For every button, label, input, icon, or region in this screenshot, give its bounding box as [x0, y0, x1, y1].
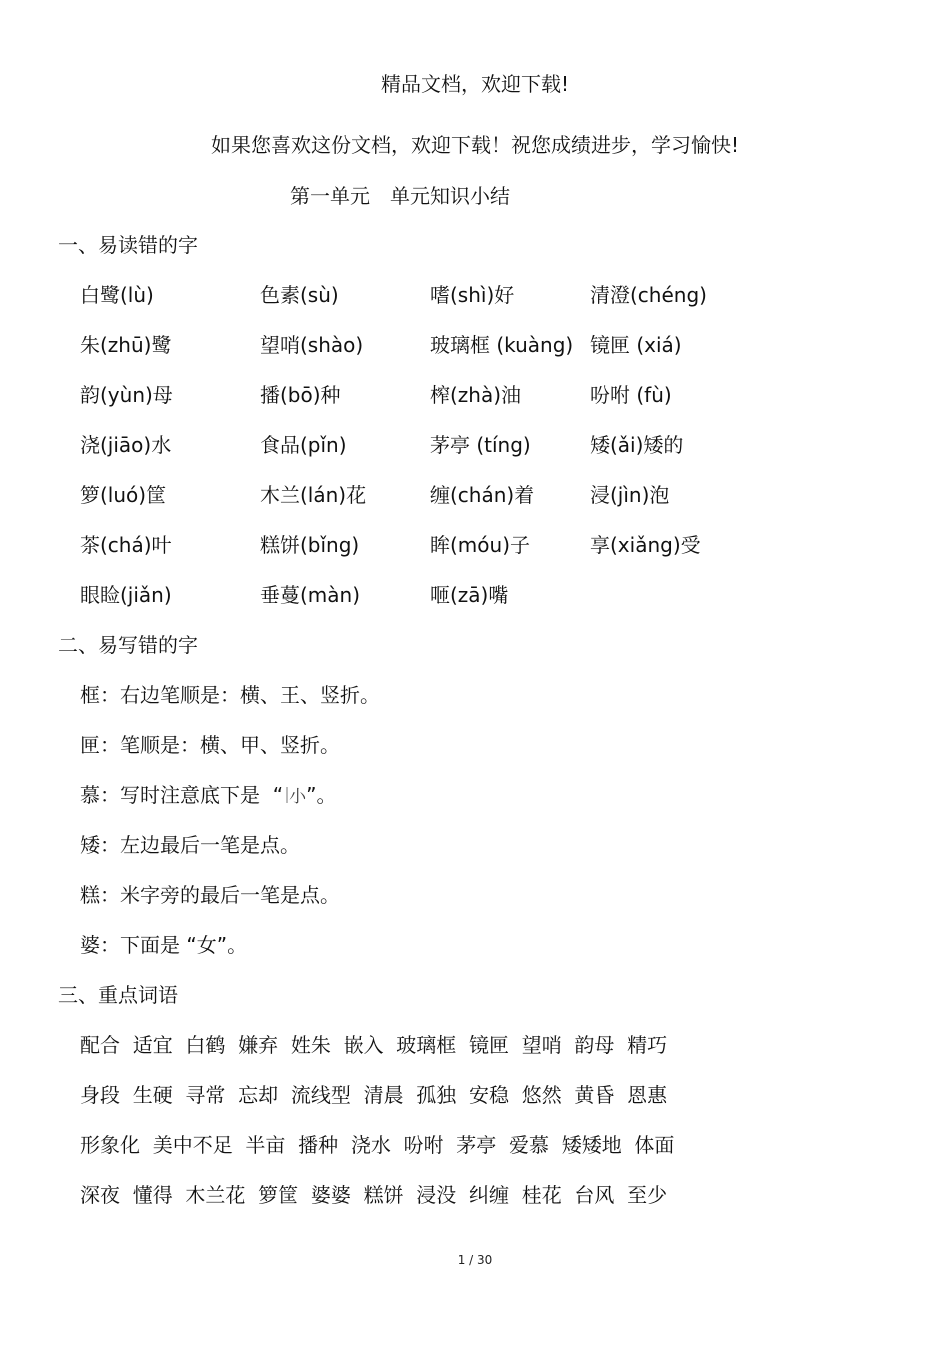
reading-item: 眼睑(jiǎn) — [80, 583, 172, 607]
reading-item: 色素(sù) — [260, 283, 339, 307]
reading-item: 箩(luó)筐 — [80, 483, 167, 507]
reading-item: 浇(jiāo)水 — [80, 433, 172, 457]
reading-item: 榨(zhà)油 — [430, 383, 522, 407]
writing-note-suffix: ”。 — [306, 783, 337, 807]
word-list-line: 深夜 懂得 木兰花 箩筐 婆婆 糕饼 浸没 纠缠 桂花 台风 至少 — [80, 1183, 668, 1207]
reading-item: 享(xiǎng)受 — [590, 533, 701, 557]
document-subtitle: 如果您喜欢这份文档，欢迎下载！祝您成绩进步，学习愉快! — [210, 133, 740, 157]
reading-item: 食品(pǐn) — [260, 433, 347, 457]
reading-item: 嗜(shì)好 — [430, 283, 515, 307]
reading-item: 咂(zā)嘴 — [430, 583, 509, 607]
writing-note: 糕：米字旁的最后一笔是点。 — [80, 883, 340, 907]
reading-item: 镜匣 (xiá) — [590, 333, 682, 357]
page-title: 第一单元 单元知识小结 — [290, 184, 510, 208]
word-list-line: 身段 生硬 寻常 忘却 流线型 清晨 孤独 安稳 悠然 黄昏 恩惠 — [80, 1083, 668, 1107]
page-number: 1 / 30 — [457, 1253, 493, 1267]
reading-item: 缠(chán)着 — [430, 483, 535, 507]
reading-item: 清澄(chéng) — [590, 283, 707, 307]
reading-item: 矮(ǎi)矮的 — [590, 433, 684, 457]
reading-item: 望哨(shào) — [260, 333, 364, 357]
document-banner: 精品文档，欢迎下载! — [380, 72, 570, 96]
reading-item: 垂蔓(màn) — [260, 583, 361, 607]
reading-item: 白鹭(lù) — [80, 283, 154, 307]
reading-item: 朱(zhū)鹭 — [80, 333, 172, 357]
reading-item: 茅亭 (tíng) — [430, 433, 531, 457]
reading-item: 糕饼(bǐng) — [260, 533, 360, 557]
writing-note — [80, 783, 336, 809]
writing-note-text: 慕：写时注意底下是 “ — [80, 783, 284, 807]
reading-item: 茶(chá)叶 — [80, 533, 172, 557]
word-list-line: 配合 适宜 白鹤 嫌弃 姓朱 嵌入 玻璃框 镜匣 望哨 韵母 精巧 — [80, 1033, 668, 1057]
reading-item: 韵(yùn)母 — [80, 383, 173, 407]
section-heading-key-words: 三、重点词语 — [58, 983, 178, 1007]
writing-note: 矮：左边最后一笔是点。 — [80, 833, 300, 857]
word-list-line: 形象化 美中不足 半亩 播种 浇水 吩咐 茅亭 爱慕 矮矮地 体面 — [80, 1133, 675, 1157]
reading-item: 木兰(lán)花 — [260, 483, 367, 507]
radical-glyph: 小 — [289, 787, 307, 807]
writing-note: 匣：笔顺是：横、甲、竖折。 — [80, 733, 340, 757]
reading-item: 浸(jìn)泡 — [590, 483, 670, 507]
reading-item: 播(bō)种 — [260, 383, 341, 407]
reading-item: 吩咐 (fù) — [590, 383, 672, 407]
section-heading-easy-read: 一、易读错的字 — [58, 233, 198, 257]
reading-item: 玻璃框 (kuàng) — [430, 333, 574, 357]
reading-item: 眸(móu)子 — [430, 533, 530, 557]
section-heading-easy-write: 二、易写错的字 — [58, 633, 198, 657]
writing-note: 框：右边笔顺是：横、王、竖折。 — [80, 683, 380, 707]
writing-note: 婆：下面是 “女”。 — [80, 933, 248, 957]
